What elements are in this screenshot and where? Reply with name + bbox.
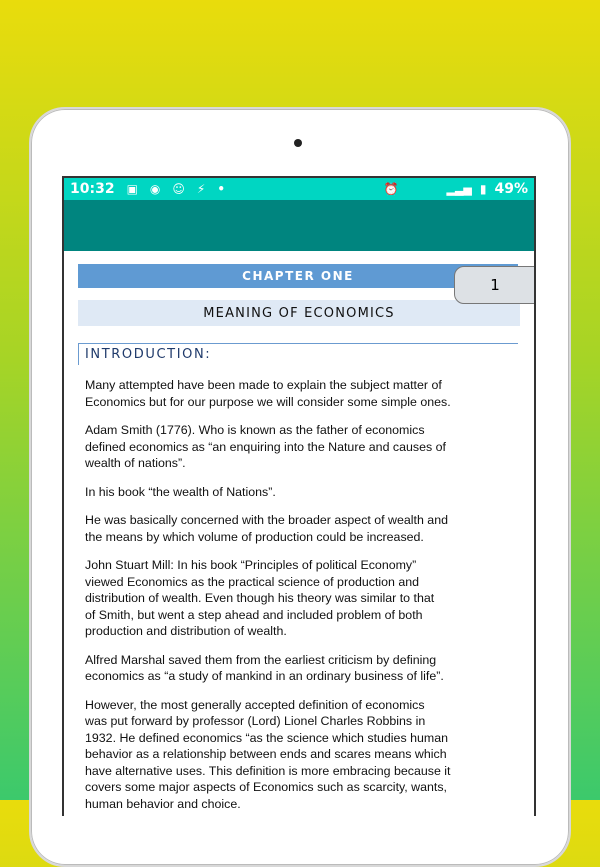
- document-title: MEANING OF ECONOMICS: [78, 300, 520, 326]
- text-line: John Stuart Mill: In his book “Principles of political Economy”: [85, 558, 417, 572]
- app-notification-icon: ☺: [172, 182, 185, 196]
- paragraph: [85, 512, 520, 545]
- text-line: covers some major aspects of Economics such as scarcity, wants,: [85, 780, 447, 794]
- text-line: behavior as a relationship between ends and scares means which: [85, 747, 447, 761]
- paragraph: [85, 697, 520, 813]
- text-line: defined economics as “an enquiring into the Nature and causes of: [85, 439, 446, 454]
- text-line: wealth of nations”.: [85, 456, 186, 470]
- hotspot-icon: ◉: [149, 182, 161, 196]
- paragraph: [85, 652, 520, 685]
- app-bar: [64, 200, 534, 251]
- text-line: Alfred Marshal saved them from the earliest criticism by defining: [85, 652, 437, 667]
- status-time: 10:32: [70, 181, 115, 197]
- text-line: human behavior and choice.: [85, 796, 241, 811]
- text-line: production and distribution of wealth.: [85, 624, 287, 638]
- text-line: Economics but for our purpose we will consider some simple ones.: [85, 394, 451, 409]
- text-line: 1932. He defined economics “as the science which studies human: [85, 730, 448, 745]
- chapter-banner: CHAPTER ONE: [78, 264, 518, 288]
- battery-icon: ▮: [479, 182, 487, 196]
- text-line: was put forward by professor (Lord) Lionel Charles Robbins in: [85, 714, 426, 728]
- text-line: economics as “a study of mankind in an ordinary business of life”.: [85, 669, 444, 683]
- document-content: [64, 264, 534, 812]
- status-bar: [64, 178, 534, 200]
- text-line: distribution of wealth. Even though his theory was similar to that: [85, 591, 435, 605]
- text-line: have alternative uses. This definition is more embracing because it: [85, 763, 451, 778]
- text-line: viewed Economics as the practical science of production and: [85, 574, 420, 589]
- battery-percent: 49%: [494, 181, 528, 197]
- signal-icon: ▂▃▅: [446, 182, 472, 196]
- page-number-badge[interactable]: 1: [454, 266, 536, 304]
- text-line: Many attempted have been made to explain the subject matter of: [85, 378, 442, 392]
- alarm-icon: ⏰: [383, 182, 399, 196]
- charging-bolt-icon: ⚡: [196, 182, 206, 196]
- text-line: Adam Smith (1776). Who is known as the father of economics: [85, 423, 425, 437]
- paragraph: [85, 377, 520, 410]
- text-line: In his book “the wealth of Nations”.: [85, 484, 276, 499]
- text-line: However, the most generally accepted definition of economics: [85, 697, 425, 712]
- camera: [294, 139, 302, 147]
- text-line: of Smith, but went a step ahead and included problem of both: [85, 607, 423, 622]
- paragraph: [85, 422, 520, 472]
- paragraph: [85, 557, 520, 640]
- dot-icon: •: [217, 182, 226, 196]
- text-line: He was basically concerned with the broader aspect of wealth and: [85, 513, 448, 527]
- screenshot-icon: ▣: [126, 182, 138, 196]
- paragraph: [85, 484, 520, 501]
- section-heading: INTRODUCTION:: [78, 343, 518, 365]
- text-line: the means by which volume of production could be increased.: [85, 529, 424, 544]
- screen: [62, 176, 536, 816]
